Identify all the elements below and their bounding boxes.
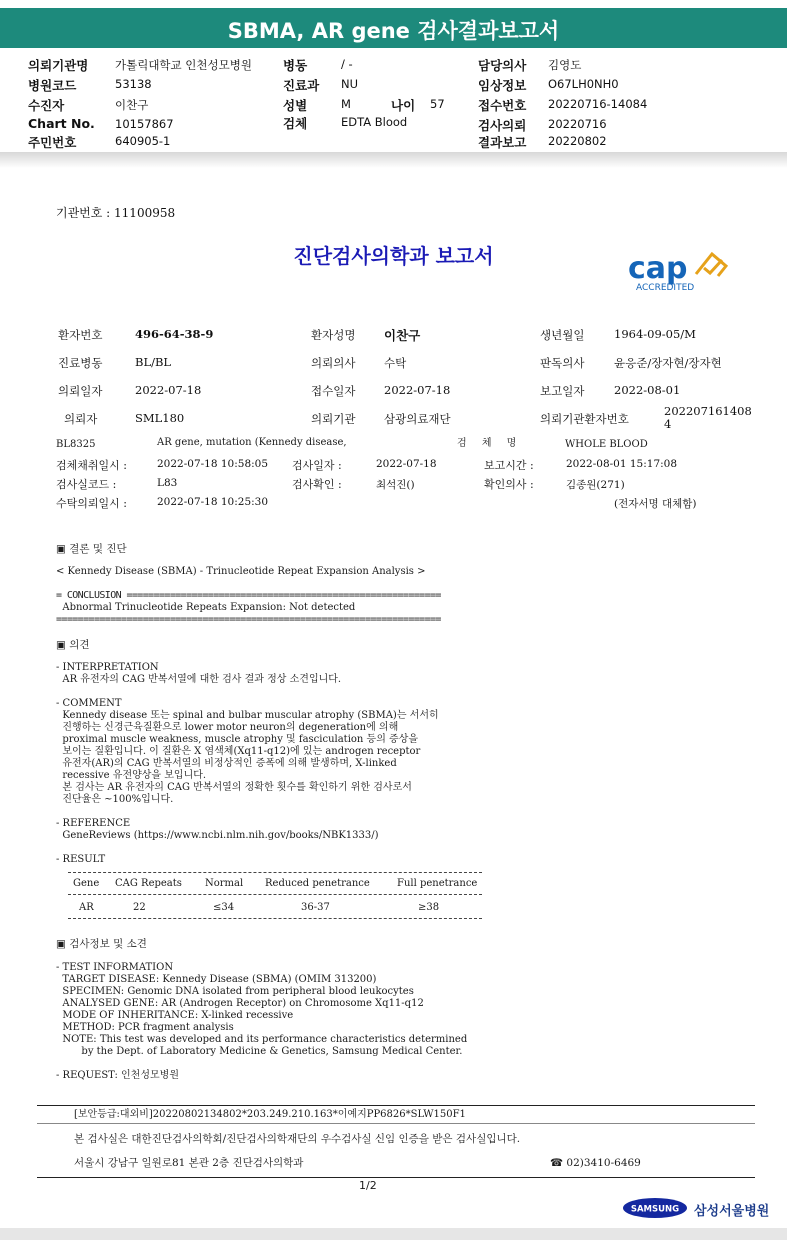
label-req-institution: 의뢰기관 [311, 412, 356, 426]
result-col-header: Reduced penetrance [265, 878, 370, 889]
comment-line: 진행하는 신경근육질환으로 lower motor neuron의 degeneration에 의해 [56, 722, 399, 733]
label-requester: 의뢰자 [64, 412, 98, 426]
value-department: NU [341, 77, 359, 91]
security-line: [보안등급:대외비]20220802134802*203.249.210.163*이예지PP6826*SLW150F1 [74, 1109, 466, 1120]
value-clinical-info: O67LH0NH0 [548, 77, 619, 91]
header-separator [0, 152, 787, 168]
hospital-name: 삼성서울병원 [694, 1204, 770, 1219]
test-info-line: NOTE: This test was developed and its performance characteristics determined [56, 1034, 468, 1045]
test-code: BL8325 [56, 439, 96, 450]
section-conclusion-title: ▣ 결론 및 진단 [56, 543, 127, 555]
label-exam-confirm: 검사확인 : [292, 478, 342, 491]
test-info-line: - TEST INFORMATION [56, 962, 174, 973]
label-sex: 성별 [283, 98, 308, 113]
result-col-header: Gene [73, 878, 100, 889]
value-requesting-doctor: 수탁 [384, 356, 407, 370]
label-specimen-name: 검 체 명 [457, 438, 523, 449]
label-chart-no: Chart No. [28, 116, 95, 131]
result-col-header: Full penetrance [397, 878, 478, 889]
value-specimen-name: WHOLE BLOOD [565, 439, 648, 450]
result-col-header: Normal [205, 878, 244, 889]
label-rec-date: 접수일자 [311, 384, 356, 398]
label-resident-no: 주민번호 [28, 135, 77, 150]
conclusion-rule: ======================================================================= [56, 614, 441, 625]
value-patient-name: 이찬구 [384, 328, 421, 343]
result-table-header-rule [68, 894, 482, 895]
test-info-line: MODE OF INHERITANCE: X-linked recessive [56, 1010, 294, 1021]
label-hospital-code: 병원코드 [28, 78, 77, 93]
value-resident-no: 640905-1 [115, 134, 171, 148]
result-cell-reduced: 36-37 [301, 902, 330, 913]
result-cell-cag: 22 [133, 902, 146, 913]
label-patient-id: 환자번호 [58, 328, 103, 342]
label-exam-date: 검사일자 : [292, 459, 342, 472]
label-age: 나이 [391, 98, 416, 113]
value-collect-time: 2022-07-18 10:58:05 [157, 458, 269, 470]
value-rec-date: 2022-07-18 [384, 383, 451, 397]
label-rep-date: 보고일자 [540, 384, 585, 398]
comment-line: 본 검사는 AR 유전자의 CAG 반복서열의 정확한 횟수를 확인하기 위한 검사로서 [56, 782, 412, 793]
label-consign-time: 수탁의뢰일시 : [56, 497, 127, 510]
label-clinical-info: 임상정보 [478, 78, 527, 93]
label-department: 진료과 [283, 78, 320, 93]
label-req-date: 의뢰일자 [58, 384, 103, 398]
reference-head: - REFERENCE [56, 818, 131, 829]
conclusion-subtitle: < Kennedy Disease (SBMA) - Trinucleotide Repeat Expansion Analysis > [56, 566, 426, 577]
value-institution: 가톨릭대학교 인천성모병원 [115, 58, 252, 72]
value-report-time: 2022-08-01 15:17:08 [566, 458, 678, 470]
label-ward: 병동 [283, 58, 308, 73]
result-cell-normal: ≤34 [213, 902, 235, 913]
value-exam-date: 2022-07-18 [376, 458, 437, 470]
label-requesting-doctor: 의뢰의사 [311, 356, 356, 370]
test-info-line: TARGET DISEASE: Kennedy Disease (SBMA) (OMIM 313200) [56, 974, 377, 985]
value-request-date: 20220716 [548, 117, 607, 131]
comment-line: 진단율은 ~100%입니다. [56, 794, 174, 805]
result-table-bottom-rule [68, 918, 482, 919]
institution-number: 기관번호 : 11100958 [56, 206, 176, 220]
report-title: SBMA, AR gene 검사결과보고서 [227, 19, 560, 43]
value-rep-date: 2022-08-01 [614, 383, 681, 397]
value-hospital-code: 53138 [115, 77, 152, 91]
comment-line: recessive 유전양상을 보입니다. [56, 770, 207, 781]
comment-line: 보이는 질환입니다. 이 질환은 X 염색체(Xq11-q12)에 있는 androgen receptor [56, 746, 421, 757]
interpretation-head: - INTERPRETATION [56, 662, 159, 673]
label-receipt-no: 접수번호 [478, 98, 527, 113]
result-table-top-rule [68, 872, 482, 873]
page-number: 1/2 [359, 1179, 377, 1192]
footer-mid-rule [37, 1123, 755, 1124]
value-reading-doctor: 윤응준/장자현/장자현 [614, 356, 722, 370]
label-req-patient-no: 의뢰기관환자번호 [540, 412, 629, 426]
label-request-date: 검사의뢰 [478, 118, 527, 133]
value-exam-confirm: 최석진() [376, 479, 415, 491]
cap-logo-sub: ACCREDITED [636, 283, 695, 293]
value-confirm-doctor: 김종원(271) [566, 479, 625, 491]
label-room-code: 검사실코드 : [56, 478, 117, 491]
footer-bottom-rule [37, 1177, 755, 1178]
report-main-title: 진단검사의학과 보고서 [293, 244, 494, 268]
value-specimen: EDTA Blood [341, 115, 408, 129]
label-reading-doctor: 판독의사 [540, 356, 585, 370]
test-info-line: by the Dept. of Laboratory Medicine & Genetics, Samsung Medical Center. [56, 1046, 463, 1057]
result-head: - RESULT [56, 854, 106, 865]
label-confirm-doctor: 확인의사 : [484, 478, 534, 491]
value-clinic-ward: BL/BL [135, 355, 172, 369]
comment-line: 유전자(AR)의 CAG 반복서열의 비정상적인 증폭에 의해 발생하며, X-linked [56, 758, 397, 769]
page-bottom-band [0, 1228, 787, 1240]
test-info-line: SPECIMEN: Genomic DNA isolated from peripheral blood leukocytes [56, 986, 414, 997]
value-patient: 이찬구 [115, 98, 149, 112]
value-consign-time: 2022-07-18 10:25:30 [157, 496, 269, 508]
test-info-line: ANALYSED GENE: AR (Androgen Receptor) on Chromosome Xq11-q12 [56, 998, 424, 1009]
conclusion-header: = CONCLUSION ========================================================== [56, 590, 441, 601]
report-title-bar [0, 8, 787, 48]
comment-line: Kennedy disease 또는 spinal and bulbar muscular atrophy (SBMA)는 서서히 [56, 710, 439, 721]
interpretation-text: AR 유전자의 CAG 반복서열에 대한 검사 결과 정상 소견입니다. [56, 674, 342, 685]
test-name: AR gene, mutation (Kennedy disease, [157, 437, 347, 448]
certification-line: 본 검사실은 대한진단검사의학회/진단검사의학재단의 우수검사실 신임 인증을 받은 검사실입니다. [74, 1133, 521, 1145]
label-collect-time: 검체채취일시 : [56, 459, 127, 472]
section-test-info-title: ▣ 검사정보 및 소견 [56, 938, 147, 950]
value-dob: 1964-09-05/M [614, 327, 696, 341]
request-line: - REQUEST: 인천성모병원 [56, 1070, 179, 1081]
electronic-signature-note: (전자서명 대체함) [614, 498, 697, 510]
samsung-logo-text: SAMSUNG [630, 1204, 680, 1215]
value-chart-no: 10157867 [115, 117, 174, 131]
label-report-time: 보고시간 : [484, 459, 534, 472]
result-cell-full: ≥38 [418, 902, 440, 913]
footer-top-rule [37, 1105, 755, 1106]
value-req-patient-no-1: 202207161408 [664, 404, 752, 418]
cap-logo-text: cap [628, 251, 688, 286]
label-doctor: 담당의사 [478, 58, 527, 73]
phone-line: ☎ 02)3410-6469 [550, 1157, 641, 1169]
value-room-code: L83 [157, 477, 178, 489]
value-req-patient-no-2: 4 [664, 417, 672, 431]
value-age: 57 [430, 97, 445, 111]
value-ward: / - [341, 57, 353, 71]
label-institution: 의뢰기관명 [28, 58, 89, 73]
value-receipt-no: 20220716-14084 [548, 97, 648, 111]
value-req-date: 2022-07-18 [135, 383, 202, 397]
value-doctor: 김영도 [548, 58, 582, 72]
test-info-line: METHOD: PCR fragment analysis [56, 1022, 234, 1033]
comment-head: - COMMENT [56, 698, 122, 709]
label-patient-name: 환자성명 [311, 328, 356, 342]
conclusion-result: Abnormal Trinucleotide Repeats Expansion: Not detected [56, 602, 356, 613]
label-dob: 생년월일 [540, 328, 585, 342]
label-clinic-ward: 진료병동 [58, 356, 103, 370]
address-line: 서울시 강남구 일원로81 본관 2층 진단검사의학과 [74, 1157, 304, 1169]
reference-text: GeneReviews (https://www.ncbi.nlm.nih.gov/books/NBK1333/) [56, 830, 379, 841]
samsung-logo [622, 1197, 688, 1219]
section-opinion-title: ▣ 의견 [56, 639, 90, 651]
comment-line: proximal muscle weakness, muscle atrophy 및 fasciculation 등의 증상을 [56, 734, 419, 745]
result-cell-gene: AR [79, 902, 94, 913]
value-req-institution: 삼광의료재단 [384, 412, 451, 426]
value-requester: SML180 [135, 411, 185, 425]
value-result-report: 20220802 [548, 134, 607, 148]
label-result-report: 결과보고 [478, 135, 527, 150]
label-patient: 수진자 [28, 98, 65, 113]
value-patient-id: 496-64-38-9 [135, 327, 214, 341]
value-sex: M [341, 97, 351, 111]
label-specimen: 검체 [283, 116, 308, 131]
cap-accredited-logo [626, 246, 736, 296]
result-col-header: CAG Repeats [115, 878, 182, 889]
